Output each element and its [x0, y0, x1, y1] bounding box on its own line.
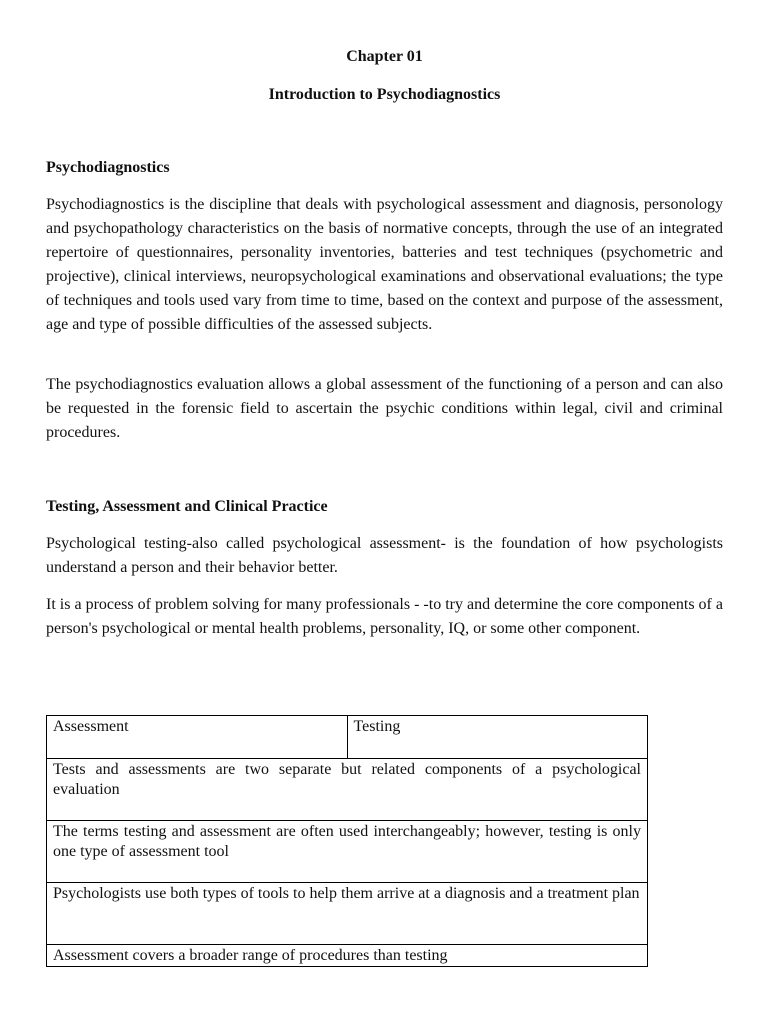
table-cell: Assessment covers a broader range of procedures than testing	[47, 945, 648, 967]
paragraph-problem-solving: It is a process of problem solving for many professionals - -to try and determine the core components of a person's psychological or mental health problems, personality, IQ, or some other component.	[46, 596, 723, 638]
paragraph-evaluation: The psychodiagnostics evaluation allows a global assessment of the functioning of a person and can also be requested in the forensic field to ascertain the psychic conditions within legal, civil and criminal procedures.	[46, 376, 723, 442]
comparison-table	[46, 715, 648, 967]
table-row	[47, 883, 648, 945]
table-header-row	[47, 716, 648, 759]
table-cell: Psychologists use both types of tools to help them arrive at a diagnosis and a treatment plan	[47, 883, 648, 945]
section-heading-psychodiagnostics: Psychodiagnostics	[46, 159, 170, 176]
paragraph-testing-definition: Psychological testing-also called psychological assessment- is the foundation of how psychologists understand a person and their behavior better.	[46, 535, 723, 577]
section-heading-testing-assessment: Testing, Assessment and Clinical Practice	[46, 498, 328, 515]
table-cell: The terms testing and assessment are often used interchangeably; however, testing is only one type of assessment tool	[47, 821, 648, 883]
table-row	[47, 759, 648, 821]
table-row	[47, 821, 648, 883]
paragraph-definition: Psychodiagnostics is the discipline that deals with psychological assessment and diagnosis, personology and psychopathology characteristics on the basis of normative concepts, through the use of an integrated repertoire of questionnaires, personality inventories, batteries and test techniques (psychometric and projective), clinical interviews, neuropsychological examinations and observational evaluations; the type of techniques and tools used vary from time to time, based on the context and purpose of the assessment, age and type of possible difficulties of the assessed subjects.	[46, 196, 723, 334]
chapter-title: Introduction to Psychodiagnostics	[268, 86, 501, 103]
table-header-testing: Testing	[347, 716, 648, 759]
table-row	[47, 945, 648, 967]
table-cell: Tests and assessments are two separate but related components of a psychological evaluation	[47, 759, 648, 821]
chapter-number: Chapter 01	[346, 48, 423, 65]
table-header-assessment: Assessment	[47, 716, 348, 759]
